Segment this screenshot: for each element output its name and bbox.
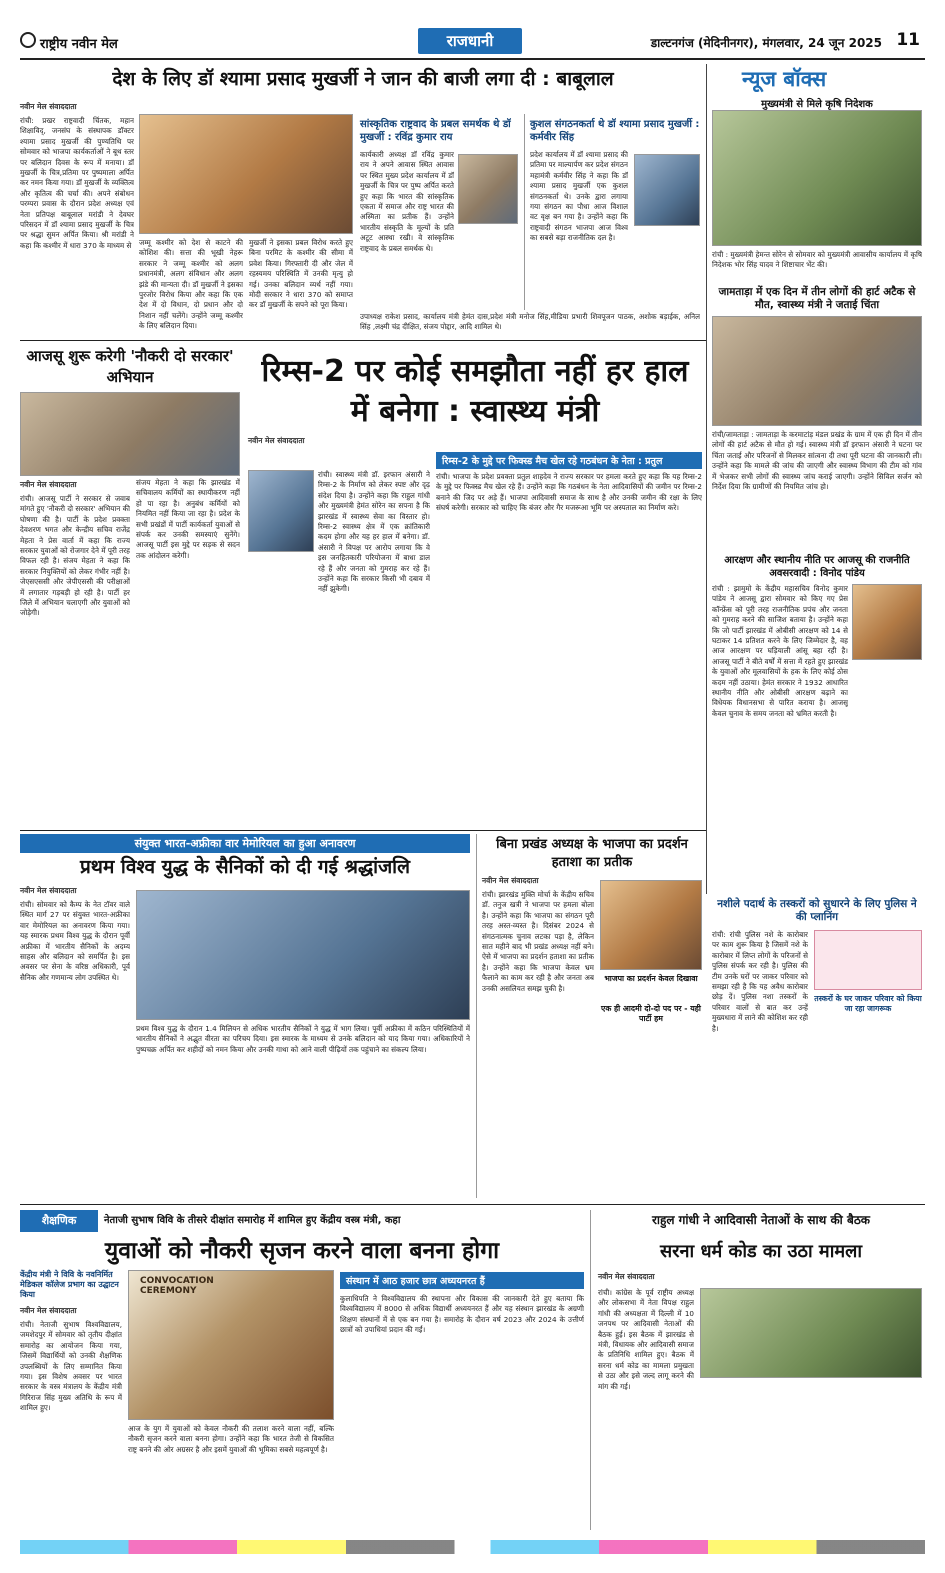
wwi-kicker: संयुक्त भारत-अफ्रीका वार मेमोरियल का हुआ अनावरण	[20, 834, 470, 853]
news-item2-photo	[712, 316, 922, 426]
rahul-byline: नवीन मेल संवाददाता	[598, 1272, 655, 1281]
bjp-photo-caption1: भाजपा का प्रदर्शन केवल दिखावा	[604, 974, 698, 983]
section-tab: राजधानी	[418, 28, 522, 54]
bjp-headline: बिना प्रखंड अध्यक्ष के भाजपा का प्रदर्शन हताशा का प्रतीक	[496, 837, 688, 870]
wwi-text: रांची। सोमवार को कैम्प के नेत टॉवर वाले स्थित मार्ग 27 पर संयुक्त भारत-अफ्रीका वार मेमोरियल का अनावरण किया गया। यह स्मारक प्रथम विश्व युद्ध के दौरान पूर्वी अफ्रीका में भारतीय सैनिकों के अदम्य साहस और बलिदान को समर्पित है। इस अवसर पर सेना के वरिष्ठ अधिकारी, पूर्व सैनिक और गणमान्य लोग उपस्थित थे।	[20, 900, 130, 982]
minister-portrait	[248, 470, 314, 552]
masthead: राष्ट्रीय नवीन मेल	[40, 37, 118, 52]
divider	[524, 114, 525, 310]
story1-photo	[139, 114, 353, 234]
bjp-portrait	[600, 880, 702, 970]
dateline: डाल्टनगंज (मेदिनीनगर), मंगलवार, 24 जून 2025	[650, 36, 882, 50]
ajsu-text2: संजय मेहता ने कहा कि झारखंड में सचिवालय कर्मियों का स्थायीकरण नहीं हो पा रहा है। अनुबंध कर्मियों को नियमित नहीं किया जा रहा है। प्रदेश के सभी प्रखंडों में पार्टी कार्यकर्ता युवाओं से संपर्क कर उनकी समस्याएं सुनेंगे। आजसू पार्टी इस मुद्दे पर सड़क से सदन तक आंदोलन करेगी।	[136, 478, 240, 560]
divider	[476, 834, 477, 1198]
ajsu-headline: आजसू शुरू करेगी 'नौकरी दो सरकार' अभियान	[26, 347, 234, 386]
news-item4-caption: तस्करों के घर जाकर परिवार को किया जा रहा जागरूक	[814, 994, 922, 1013]
right-column-divider	[706, 64, 707, 894]
education-text: रांची। नेताजी सुभाष विश्वविद्यालय, जमशेदपुर में सोमवार को तृतीय दीक्षांत समारोह का आयोजन किया गया, जिसमें विद्यार्थियों को उनकी शैक्षणिक उपलब्धियों के लिए सम्मानित किया गया। इस विशेष अवसर पर भारत सरकार के वस्त्र मंत्रालय के केंद्रीय मंत्री गिरिराज सिंह मुख्य अतिथि के रूप में शामिल हुए।	[20, 1320, 122, 1413]
news-item2-title: जामताड़ा में एक दिन में तीन लोगों की हार्ट अटैक से मौत, स्वास्थ्य मंत्री ने जताई चिंता	[718, 286, 916, 311]
ajsu-text: रांची। आजसू पार्टी ने सरकार से जवाब मांगते हुए 'नौकरी दो सरकार' अभियान की घोषणा की है। पार्टी के प्रदेश प्रवक्ता देवशरण भगत और केन्द्रीय सचिव राजेंद्र मेहता ने प्रेस वार्ता में कहा कि राज्य सरकार युवाओं को रोजगार देने में पूरी तरह विफल रही है। संजय मेहता ने कहा कि सरकार नियुक्तियों को लेकर गंभीर नहीं है। जेएसएससी और जेपीएससी की परीक्षाओं में लगातार गड़बड़ी हो रही है। पार्टी हर जिले में अभियान चलाएगी और युवाओं को जोड़ेगी।	[20, 494, 130, 618]
row-rule	[20, 1204, 925, 1205]
row-rule	[20, 830, 706, 831]
story1-headline: देश के लिए डॉ श्यामा प्रसाद मुखर्जी ने जान की बाजी लगा दी : बाबूलाल	[112, 68, 614, 90]
wwi-photo	[136, 890, 470, 1020]
education-text2: आज के युग में युवाओं को केवल नौकरी की तलाश करने वाला नहीं, बल्कि नौकरी सृजन करने वाला बनना होगा। उन्होंने कहा कि भारत तेजी से विकसित राष्ट्र बनने की ओर अग्रसर है और इसमें युवाओं की भूमिका सबसे महत्वपूर्ण है।	[128, 1424, 334, 1454]
story1-byline: नवीन मेल संवाददाता	[20, 102, 77, 111]
wwi-text2: प्रथम विश्व युद्ध के दौरान 1.4 मिलियन से अधिक भारतीय सैनिकों ने युद्ध में भाग लिया। पूर्वी अफ्रीका में कठिन परिस्थितियों में भारतीय सैनिकों ने अद्भुत वीरता का परिचय दिया। इस स्मारक के माध्यम से उनके बलिदान को याद किया गया। अधिकारियों ने पुष्पचक्र अर्पित कर शहीदों को नमन किया और उनकी गाथा को आने वाली पीढ़ियों तक पहुंचाने का संकल्प लिया।	[136, 1024, 470, 1054]
karmveer-portrait	[634, 154, 700, 226]
story1-footer: उपाध्यक्ष राकेश प्रसाद, कार्यालय मंत्री हेमंत दास,प्रदेश मंत्री मनोज सिंह,मीडिया प्रभारी शिवपूजन पाठक, अशोक बड़ाईक, अनिल सिंह ,लक्ष्मी चंद्र दीक्षित, संजय पोद्दार, आदि शामिल थे।	[360, 312, 700, 332]
box-karmveer-headline: कुशल संगठनकर्ता थे डॉ श्यामा प्रसाद मुखर्जी : कर्मवीर सिंह	[530, 119, 700, 143]
education-kicker: नेताजी सुभाष विवि के तीसरे दीक्षांत समारोह में शामिल हुए केंद्रीय वस्त्र मंत्री, कहा	[104, 1215, 401, 1226]
rims-sub-headline: रिम्स-2 के मुद्दे पर फिक्स्ड मैच खेल रहे गठबंधन के नेता : प्रतुल	[436, 452, 702, 469]
news-item1-text: रांची : मुख्यमंत्री हेमन्त सोरेन से सोमवार को मुख्यमंत्री आवासीय कार्यालय में कृषि निदेशक भोर सिंह यादव ने शिष्टाचार भेंट की।	[712, 250, 922, 270]
bjp-text: रांची। झारखंड मुक्ति मोर्चा के केंद्रीय सचिव डॉ. तनुज खत्री ने भाजपा पर हमला बोला है। उन्होंने कहा कि भाजपा का संगठन पूरी तरह अस्त-व्यस्त है। दिसंबर 2024 से संगठनात्मक चुनाव लटका पड़ा है, लेकिन सात महीने बाद भी प्रखंड अध्यक्ष नहीं बने। ऐसे में भाजपा का प्रदर्शन हताशा का प्रतीक है। उन्होंने कहा कि भाजपा केवल भ्रम फैलाने का काम कर रही है और जनता अब उनकी असलियत समझ चुकी है।	[482, 890, 594, 993]
rims-byline: नवीन मेल संवाददाता	[248, 436, 305, 445]
ravindra-portrait	[458, 154, 518, 224]
news-box-title: न्यूज बॉक्स	[742, 67, 827, 91]
education-box-text: कुलाधिपति ने विश्वविद्यालय की स्थापना और विकास की जानकारी देते हुए बताया कि विश्वविद्यालय में 8000 से अधिक विद्यार्थी अध्ययनरत हैं और यह संस्थान झारखंड के अग्रणी शिक्षण संस्थानों में से एक बन गया है। समारोह के दौरान वर्ष 2023 और 2024 के उत्तीर्ण छात्रों को उपाधियां प्रदान की गईं।	[340, 1294, 584, 1335]
news-item1-photo	[712, 110, 922, 246]
row-rule	[20, 340, 706, 341]
box-karmveer-text: प्रदेश कार्यालय में डॉ श्यामा प्रसाद की प्रतिमा पर माल्यार्पण कर प्रदेश संगठन महामंत्री कर्मवीर सिंह ने कहा कि डॉ श्यामा प्रसाद मुखर्जी एक कुशल संगठनकर्ता थे। उनके द्वारा लगाया गया संगठन का पौधा आज विशाल वट वृक्ष बन गया है। उन्होंने कहा कि राष्ट्रवादी संगठन भाजपा आज विश्व का सबसे बड़ा राजनीतिक दल है।	[530, 150, 628, 243]
education-side-note: केंद्रीय मंत्री ने विवि के नवनिर्मित मेडिकल कॉलेज प्रभाग का उद्घाटन किया	[20, 1270, 119, 1299]
rims-headline: रिम्स-2 पर कोई समझौता नहीं हर हाल में बनेगा : स्वास्थ्य मंत्री	[261, 354, 689, 429]
rahul-text: रांची। कांग्रेस के पूर्व राष्ट्रीय अध्यक्ष और लोकसभा में नेता विपक्ष राहुल गांधी की अध्यक्षता में दिल्ली में 10 जनपथ पर आदिवासी नेताओं की बैठक हुई। इस बैठक में झारखंड से मंत्री, विधायक और आदिवासी समाज के प्रतिनिधि शामिल हुए। बैठक में सरना धर्म कोड का मामला प्रमुखता से उठा और इसे जल्द लागू करने की मांग की गई।	[598, 1288, 694, 1391]
story1-col3: मुखर्जी ने इसका प्रबल विरोध करते हुए बिना परमिट के कश्मीर की सीमा में प्रवेश किया। गिरफ्तारी दी और जेल में रहस्यमय परिस्थिति में उनकी मृत्यु हो गई। उनका बलिदान व्यर्थ नहीं गया। मोदी सरकार ने धारा 370 को समाप्त कर डॉ मुखर्जी के सपने को पूरा किया।	[249, 238, 353, 310]
news-item3-text: रांची : झामुमो के केंद्रीय महासचिव विनोद कुमार पांडेय ने आजसू द्वारा सोमवार को किए गए प्रेस कॉन्फ्रेंस को पूरी तरह राजनीतिक प्रपंच और जनता को गुमराह करने की साजिश बताया है। उन्होंने कहा कि जो पार्टी झारखंड में ओबीसी आरक्षण को 14 से घटाकर 14 प्रतिशत करने के लिए जिम्मेदार है, वह आज आरक्षण पर घड़ियाली आंसू बहा रही है। आजसू पार्टी ने बीते वर्षों में सत्ता में रहते हुए झारखंड के युवाओं और मूलवासियों के हक के लिए कोई ठोस कदम नहीं उठाया। हेमंत सरकार ने 1932 आधारित स्थानीय नीति और ओबीसी आरक्षण बढ़ाने का विधेयक विधानसभा से पारित कराया है। आजसू केवल चुनाव के समय जनता को भ्रमित करती है।	[712, 584, 848, 718]
box-ravindra-text: कार्यकारी अध्यक्ष डॉ रविंद्र कुमार राय ने अपने आवास स्थित आवास पर स्थित मुख्य प्रदेश कार्यालय में डॉ मुखर्जी के चित्र पर पुष्प अर्पित करते हुए कहा कि भारत की सांस्कृतिक एकता में समाज और राष्ट्र भारत की अस्मिता का प्रतीक हैं। उन्होंने भारतीय संस्कृति के मूल्यों के प्रति अटूट आस्था रखी। वे सांस्कृतिक राष्ट्रवाद के प्रबल समर्थक थे।	[360, 150, 454, 253]
news-item4-text: रांची: रांची पुलिस नशे के कारोबार पर काम शुरू किया है जिसमें नशे के कारोबार में लिप्त लोगों के परिजनों से पुलिस संपर्क कर रही है। पुलिस की टीम उनके घरों पर जाकर परिवार को समझा रही है कि यह अवैध कारोबार छोड़ दें। पुलिस नशा तस्करों के परिवार वालों से बात कर उन्हें मुख्यधारा में लाने की कोशिश कर रही है।	[712, 930, 808, 1033]
header-rule	[20, 58, 925, 60]
rahul-meeting-photo	[700, 1288, 922, 1378]
page-number: 11	[896, 30, 920, 50]
registration-bar	[20, 1540, 925, 1554]
education-byline: नवीन मेल संवाददाता	[20, 1306, 77, 1315]
rims-text: रांची। स्वास्थ्य मंत्री डॉ. इरफान अंसारी ने रिम्स-2 के निर्माण को लेकर स्पष्ट और दृढ़ संदेश दिया है। उन्होंने कहा कि राहुल गांधी और मुख्यमंत्री हेमंत सोरेन का सपना है कि झारखंड में स्वास्थ्य सेवा का विस्तार हो। रिम्स-2 स्वास्थ्य क्षेत्र में एक क्रांतिकारी कदम होगा और यह हर हाल में बनेगा। डॉ. अंसारी ने विपक्ष पर आरोप लगाया कि वे इस जनहितकारी परियोजना में बाधा डाल रहे हैं और जनता को गुमराह कर रहे हैं। उन्होंने कहा कि सरकार किसी भी दबाव में नहीं झुकेगी।	[318, 470, 430, 594]
convocation-banner: CONVOCATION CEREMONY	[140, 1276, 214, 1296]
bjp-byline: नवीन मेल संवाददाता	[482, 876, 539, 885]
education-headline: युवाओं को नौकरी सृजन करने वाला बनना होगा	[104, 1238, 500, 1264]
ajsu-byline: नवीन मेल संवाददाता	[20, 480, 77, 489]
box-ravindra-headline: सांस्कृतिक राष्ट्रवाद के प्रबल समर्थक थे डॉ मुखर्जी : रविंद्र कुमार राय	[360, 119, 511, 143]
news-item3-portrait	[852, 584, 922, 660]
education-section-tag: शैक्षणिक	[20, 1210, 98, 1232]
wwi-headline: प्रथम विश्व युद्ध के सैनिकों को दी गई श्रद्धांजलि	[80, 856, 410, 878]
bjp-photo-caption2: एक ही आदमी दो-दो पद पर - यही पार्टी हम	[601, 1004, 701, 1023]
rims-sub-text: रांची। भाजपा के प्रदेश प्रवक्ता प्रतुल शाहदेव ने राज्य सरकार पर हमला करते हुए कहा कि यह रिम्स-2 के मुद्दे पर फिक्स्ड मैच खेल रहे हैं। उन्होंने कहा कि गठबंधन के नेता आदिवासियों की जमीन पर रिम्स-2 बनाने की जिद पर अड़े हैं। भाजपा आदिवासी समाज के साथ है और उनकी जमीन की रक्षा के लिए संघर्ष करेगी। सरकार को चाहिए कि बंजर और गैर मजरूआ भूमि पर अस्पताल का निर्माण करे।	[436, 472, 702, 513]
ajsu-photo	[20, 392, 240, 476]
news-item4-title: नशीले पदार्थ के तस्करों को सुधारने के लिए पुलिस ने की प्लानिंग	[717, 898, 917, 923]
divider	[590, 1210, 591, 1530]
story1-col2: जम्मू कश्मीर को देश से काटने की कोशिश की। सत्ता की भूखी नेहरू सरकार ने जम्मू कश्मीर को अलग प्रधानमंत्री, अलग संविधान और अलग झंडे की मान्यता दी। डॉ मुखर्जी ने इसका पुरजोर विरोध किया और कहा कि एक देश में दो विधान, दो प्रधान और दो निशान नहीं चलेंगे। उन्होंने जम्मू कश्मीर के लिए बलिदान दिया।	[139, 238, 243, 330]
drug-illustration	[814, 930, 922, 990]
rahul-kicker: राहुल गांधी ने आदिवासी नेताओं के साथ की बैठक	[651, 1213, 871, 1227]
registration-mark	[20, 32, 36, 48]
news-item3-title: आरक्षण और स्थानीय नीति पर आजसू की राजनीति अवसरवादी : विनोद पांडेय	[724, 555, 910, 579]
news-item1-title: मुख्यमंत्री से मिले कृषि निदेशक	[761, 99, 873, 110]
education-box-title: संस्थान में आठ हजार छात्र अध्ययनरत हैं	[340, 1272, 584, 1289]
news-item2-text: रांची/जामताड़ा : जामताड़ा के करमाटांड़ मंडल प्रखंड के ग्राम में एक ही दिन में तीन लोगों की हार्ट अटैक से मौत हो गई। स्वास्थ्य मंत्री डॉ इरफान अंसारी ने घटना पर चिंता जताई और परिजनों से मिलकर सांत्वना दी तथा पूरी घटना की जानकारी ली। उन्होंने कहा कि मामले की जांच की जाएगी और स्वास्थ्य विभाग की टीम को गांव में भेजकर सभी लोगों की स्वास्थ्य जांच कराई जाएगी। उन्होंने सिविल सर्जन को निर्देश दिया कि ग्रामीणों की नियमित जांच हो।	[712, 430, 922, 492]
rahul-headline: सरना धर्म कोड का उठा मामला	[660, 1241, 862, 1262]
wwi-byline: नवीन मेल संवाददाता	[20, 886, 77, 895]
story1-col1: रांची: प्रखर राष्ट्रवादी चिंतक, महान शिक्षाविद्, जनसंघ के संस्थापक डॉक्टर श्यामा प्रसाद मुखर्जी की पुण्यतिथि पर सोमवार को भाजपा कार्यकर्ताओं ने बूथ स्तर पर बलिदान दिवस के रूप में मनाया। डॉ मुखर्जी के चित्र,प्रतिमा पर पुष्पमाला अर्पित कर नमन किया गया। डॉ मुखर्जी के व्यक्तित्व और कृतित्व की चर्चा की। अपने संबोधन परम्परा प्रवास के दौरान प्रदेश अध्यक्ष एवं नेता प्रतिपक्ष बाबूलाल मरांडी ने देवघर परिसदन में डॉ श्यामा प्रसाद मुखर्जी के चित्र पर श्रद्धा सुमन अर्पित किया। श्री मरांडी ने कहा कि कश्मीर में धारा 370 के माध्यम से	[20, 116, 134, 250]
